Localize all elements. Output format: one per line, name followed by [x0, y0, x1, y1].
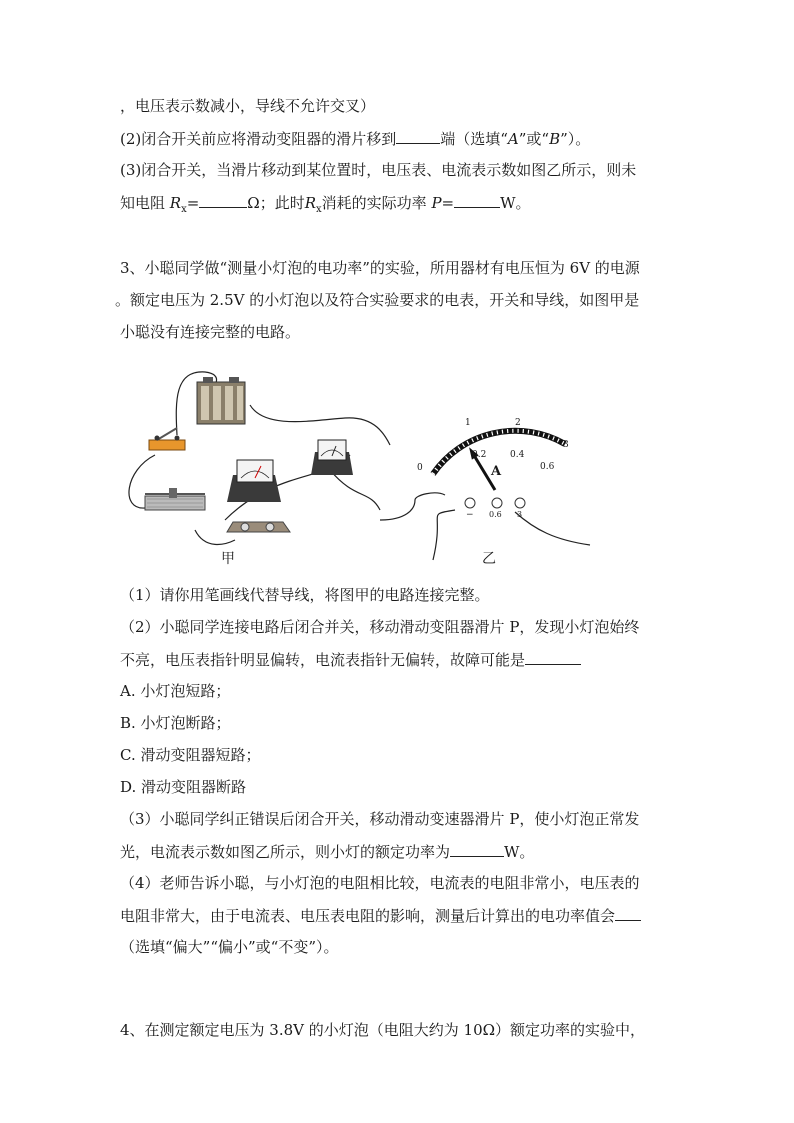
- rheostat-icon: [145, 488, 205, 510]
- terminal-label: −: [466, 510, 474, 520]
- subscript: x: [181, 204, 187, 215]
- wire: [433, 510, 455, 560]
- text: 消耗的实际功率: [321, 194, 432, 212]
- text-line: [120, 128, 590, 149]
- answer-blank[interactable]: [454, 192, 500, 208]
- text: (2)闭合开关前应将滑动变阻器的滑片移到: [120, 130, 397, 148]
- wire: [515, 512, 590, 545]
- text: ”）。: [560, 130, 591, 148]
- answer-blank[interactable]: [450, 841, 504, 857]
- text: =: [186, 194, 200, 212]
- sub-question-4: [120, 873, 640, 893]
- text-line: [120, 905, 641, 926]
- answer-blank[interactable]: [396, 128, 440, 144]
- text: 小聪没有连接完整的电路。: [120, 323, 301, 341]
- text: 不亮，电压表指针明显偏转，电流表指针无偏转，故障可能是: [120, 651, 526, 669]
- wire: [250, 405, 390, 445]
- answer-blank[interactable]: [525, 649, 581, 665]
- tick-label: 3: [563, 440, 569, 450]
- terminal-minus: [465, 498, 475, 508]
- question-3-intro: [120, 258, 640, 278]
- text-line: [120, 649, 581, 670]
- text: （选填“偏大”“偏小”或“不变”）。: [120, 938, 339, 956]
- tick-label: 0: [417, 463, 423, 473]
- question-4-intro: [120, 1020, 645, 1040]
- text: W。: [504, 843, 535, 861]
- text: C. 滑动变阻器短路；: [120, 746, 261, 764]
- terminal-06: [492, 498, 502, 508]
- answer-blank[interactable]: [615, 905, 641, 921]
- sub-question-1: [120, 585, 490, 605]
- text: （4）老师告诉小聪，与小灯泡的电阻相比较，电流表的电阻非常小，电压表的: [120, 874, 640, 892]
- sub-question-2: [120, 617, 639, 637]
- ammeter-icon: [227, 460, 281, 502]
- text: 4、在测定额定电压为 3.8V 的小灯泡（电阻大约为 10Ω）额定功率的实验中，: [120, 1021, 646, 1039]
- text: ”或“: [518, 130, 550, 148]
- terminal-3: [515, 498, 525, 508]
- text: D. 滑动变阻器断路: [120, 778, 247, 796]
- circuit-figure: [115, 360, 605, 570]
- tick-label: 2: [515, 418, 521, 428]
- text: 端（选填“: [440, 130, 508, 148]
- option-a: [120, 681, 230, 701]
- answer-blank[interactable]: [199, 192, 247, 208]
- text: 电阻非常大，由于电流表、电压表电阻的影响，测量后计算出的电功率值会: [120, 907, 616, 925]
- option-b-letter: B: [549, 130, 561, 148]
- text: W。: [500, 194, 531, 212]
- text-line: [115, 290, 639, 310]
- wire: [380, 493, 445, 520]
- wire: [330, 470, 380, 510]
- terminal-label: 0.6: [489, 510, 502, 519]
- figure-caption-jia: 甲: [221, 551, 235, 567]
- text: (3)闭合开关，当滑片移动到某位置时，电压表、电流表示数如图乙所示，则未: [120, 161, 637, 179]
- bulb-base-icon: [227, 522, 290, 532]
- sub-question-3: [120, 809, 639, 829]
- unit-label: A: [491, 464, 502, 479]
- tick-label: 0.2: [472, 450, 487, 460]
- variable-r: R: [304, 194, 317, 212]
- text-line: [120, 160, 636, 180]
- text-line: [120, 322, 300, 342]
- text-line: [120, 841, 534, 862]
- variable-p: P: [431, 194, 442, 212]
- tick-label: 0.4: [510, 450, 525, 460]
- text: ，电压表示数减小，导线不允许交叉）: [120, 97, 376, 115]
- text: （1）请你用笔画线代替导线，将图甲的电路连接完整。: [120, 586, 490, 604]
- variable-r: R: [169, 194, 182, 212]
- text: Ω；此时: [247, 194, 305, 212]
- tick-label: 1: [465, 418, 471, 428]
- tick-label: 0.6: [540, 462, 555, 472]
- option-a-letter: A: [507, 130, 519, 148]
- voltmeter-icon: [311, 440, 353, 475]
- text: B. 小灯泡断路；: [120, 714, 231, 732]
- figure-caption-yi: 乙: [482, 551, 496, 567]
- option-b: [120, 713, 231, 733]
- text: =: [441, 194, 455, 212]
- switch-icon: [149, 428, 185, 450]
- figure-svg: [115, 360, 605, 570]
- battery-icon: [197, 377, 245, 424]
- text-line: [120, 192, 531, 220]
- text: 光，电流表示数如图乙所示，则小灯的额定功率为: [120, 843, 451, 861]
- text: 知电阻: [120, 194, 170, 212]
- text-line: [120, 96, 375, 116]
- text: A. 小灯泡短路；: [120, 682, 231, 700]
- option-d: [120, 777, 246, 797]
- subscript: x: [316, 204, 322, 215]
- terminal-label: 3: [517, 510, 523, 519]
- text: 。额定电压为 2.5V 的小灯泡以及符合实验要求的电表，开关和导线，如图甲是: [115, 291, 640, 309]
- text: 3、小聪同学做“测量小灯泡的电功率”的实验，所用器材有电压恒为 6V 的电源: [120, 259, 640, 277]
- text-line: [120, 937, 339, 957]
- option-c: [120, 745, 260, 765]
- text: （3）小聪同学纠正错误后闭合开关，移动滑动变速器滑片 P，使小灯泡正常发: [120, 810, 640, 828]
- text: （2）小聪同学连接电路后闭合并关，移动滑动变阻器滑片 P，发现小灯泡始终: [120, 618, 640, 636]
